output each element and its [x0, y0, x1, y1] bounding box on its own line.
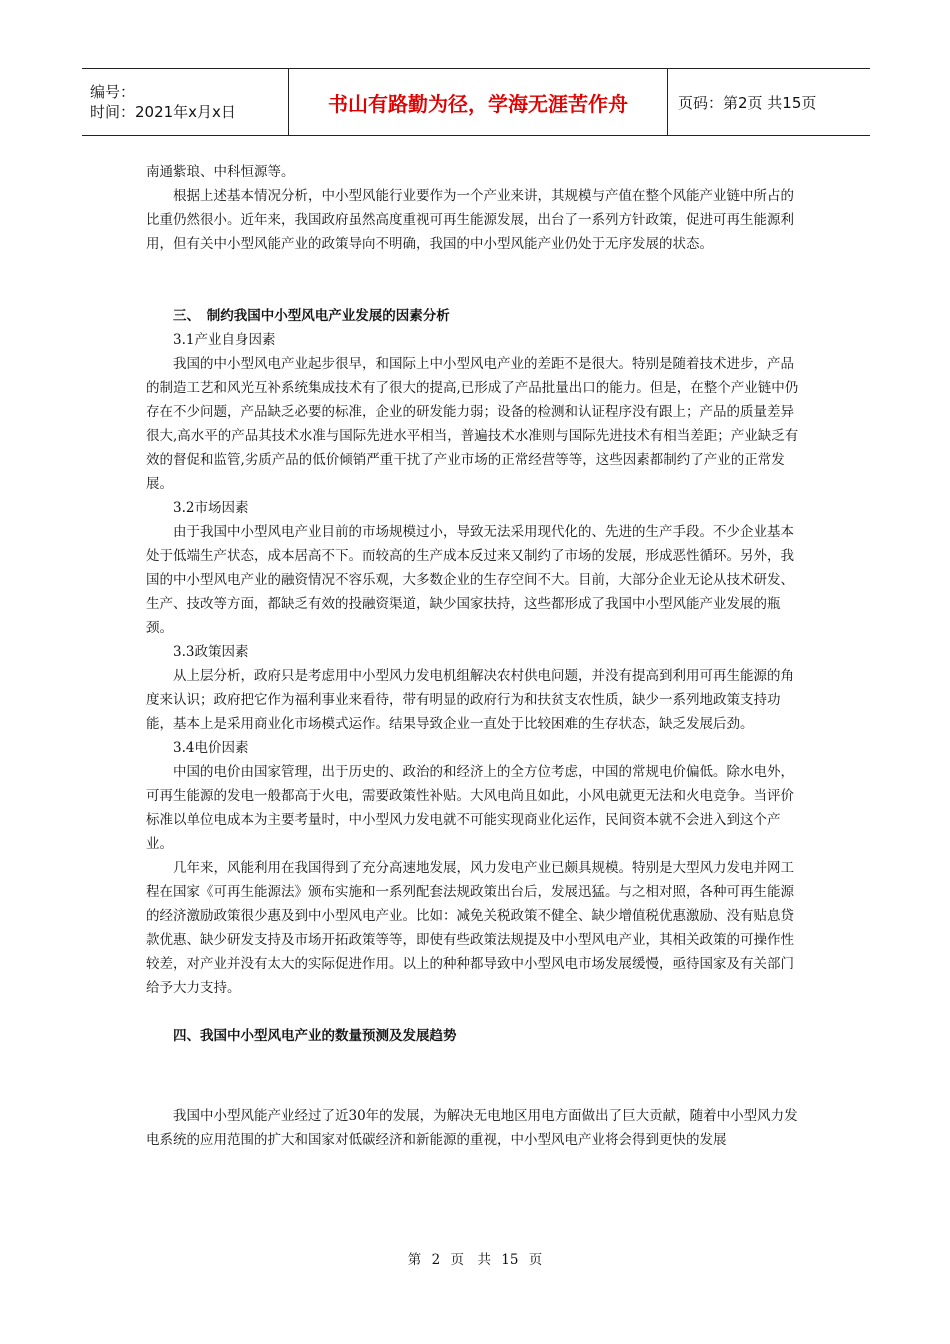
- footer-total-pages: 15: [501, 1252, 519, 1268]
- section-heading-4: 四、我国中小型风电产业的数量预测及发展趋势: [173, 1028, 457, 1044]
- document-date: 时间：2021年x月x日: [90, 103, 236, 121]
- header-meta: [82, 69, 289, 136]
- page-header: [82, 68, 870, 136]
- document-number-label: 编号：: [90, 83, 136, 101]
- subsection-heading-3-1: 3.1产业自身因素: [173, 332, 276, 348]
- header-page-info: 页码：第2页 共15页: [668, 69, 871, 136]
- footer-page-number: 2: [431, 1252, 441, 1268]
- paragraph: 由于我国中小型风电产业目前的市场规模过小，导致无法采用现代化的、先进的生产手段。不少企业基本处于低端生产状态，成本居高不下。而较高的生产成本反过来又制约了市场的发展，形成恶性循环。另外，我国的中小型风电产业的融资情况不容乐观，大多数企业的生存空间不大。目前，大部分企业无论从技术研发、生产、技改等方面，都缺乏有效的投融资渠道，缺少国家扶持，这些都形成了我国中小型风能产业发展的瓶颈。: [146, 524, 794, 636]
- page-footer: [0, 1248, 950, 1268]
- paragraph: 根据上述基本情况分析，中小型风能行业要作为一个产业来讲，其规模与产值在整个风能产业链中所占的比重仍然很小。近年来，我国政府虽然高度重视可再生能源发展，出台了一系列方针政策，促进可再生能源利用，但有关中小型风能产业的政策导向不明确，我国的中小型风能产业仍处于无序发展的状态。: [146, 188, 794, 252]
- paragraph: 我国的中小型风电产业起步很早，和国际上中小型风电产业的差距不是很大。特别是随着技术进步，产品的制造工艺和风光互补系统集成技术有了很大的提高,已形成了产品批量出口的能力。但是，在整个产业链中仍存在不少问题，产品缺乏必要的标准，企业的研发能力弱；设备的检测和认证程序没有跟上；产品的质量差异很大,高水平的产品其技术水准与国际先进水平相当，普遍技术水准则与国际先进技术有相当差距；产业缺乏有效的督促和监管,劣质产品的低价倾销严重干扰了产业市场的正常经营等等，这些因素都制约了产业的正常发展。: [146, 356, 799, 492]
- paragraph: 我国中小型风能产业经过了近30年的发展，为解决无电地区用电方面做出了巨大贡献，随着中小型风力发电系统的应用范围的扩大和国家对低碳经济和新能源的重视，中小型风电产业将会得到更快的发展: [146, 1108, 798, 1148]
- paragraph: 几年来，风能利用在我国得到了充分高速地发展，风力发电产业已颇具规模。特别是大型风力发电并网工程在国家《可再生能源法》颁布实施和一系列配套法规政策出台后，发展迅猛。与之相对照，各种可再生能源的经济激励政策很少惠及到中小型风电产业。比如：减免关税政策不健全、缺少增值税优惠激励、没有贴息贷款优惠、缺少研发支持及市场开拓政策等等，即使有些政策法规提及中小型风电产业，其相关政策的可操作性较差，对产业并没有太大的实际促进作用。以上的种种都导致中小型风电市场发展缓慢，亟待国家及有关部门给予大力支持。: [146, 860, 794, 996]
- subsection-heading-3-2: 3.2市场因素: [173, 500, 249, 516]
- subsection-heading-3-4: 3.4电价因素: [173, 740, 249, 756]
- document-body: [146, 160, 806, 1152]
- section-heading-3: 三、 制约我国中小型风电产业发展的因素分析: [173, 308, 450, 324]
- paragraph: 中国的电价由国家管理，出于历史的、政治的和经济上的全方位考虑，中国的常规电价偏低。除水电外，可再生能源的发电一般都高于火电，需要政策性补贴。大风电尚且如此，小风电就更无法和火电竞争。当评价标准以单位电成本为主要考量时，中小型风力发电就不可能实现商业化运作，民间资本就不会进入到这个产业。: [146, 764, 794, 852]
- paragraph: 南通紫琅、中科恒源等。: [146, 164, 295, 180]
- subsection-heading-3-3: 3.3政策因素: [173, 644, 249, 660]
- footer-prefix: 第: [407, 1252, 422, 1268]
- footer-mid: 页 共: [450, 1252, 491, 1268]
- footer-suffix: 页: [528, 1252, 543, 1268]
- paragraph: 从上层分析，政府只是考虑用中小型风力发电机组解决农村供电问题，并没有提高到利用可再生能源的角度来认识；政府把它作为福利事业来看待，带有明显的政府行为和扶贫支农性质，缺少一系列地政策支持功能，基本上是采用商业化市场模式运作。结果导致企业一直处于比较困难的生存状态，缺乏发展后劲。: [146, 668, 794, 732]
- header-motto: 书山有路勤为径，学海无涯苦作舟: [289, 69, 668, 136]
